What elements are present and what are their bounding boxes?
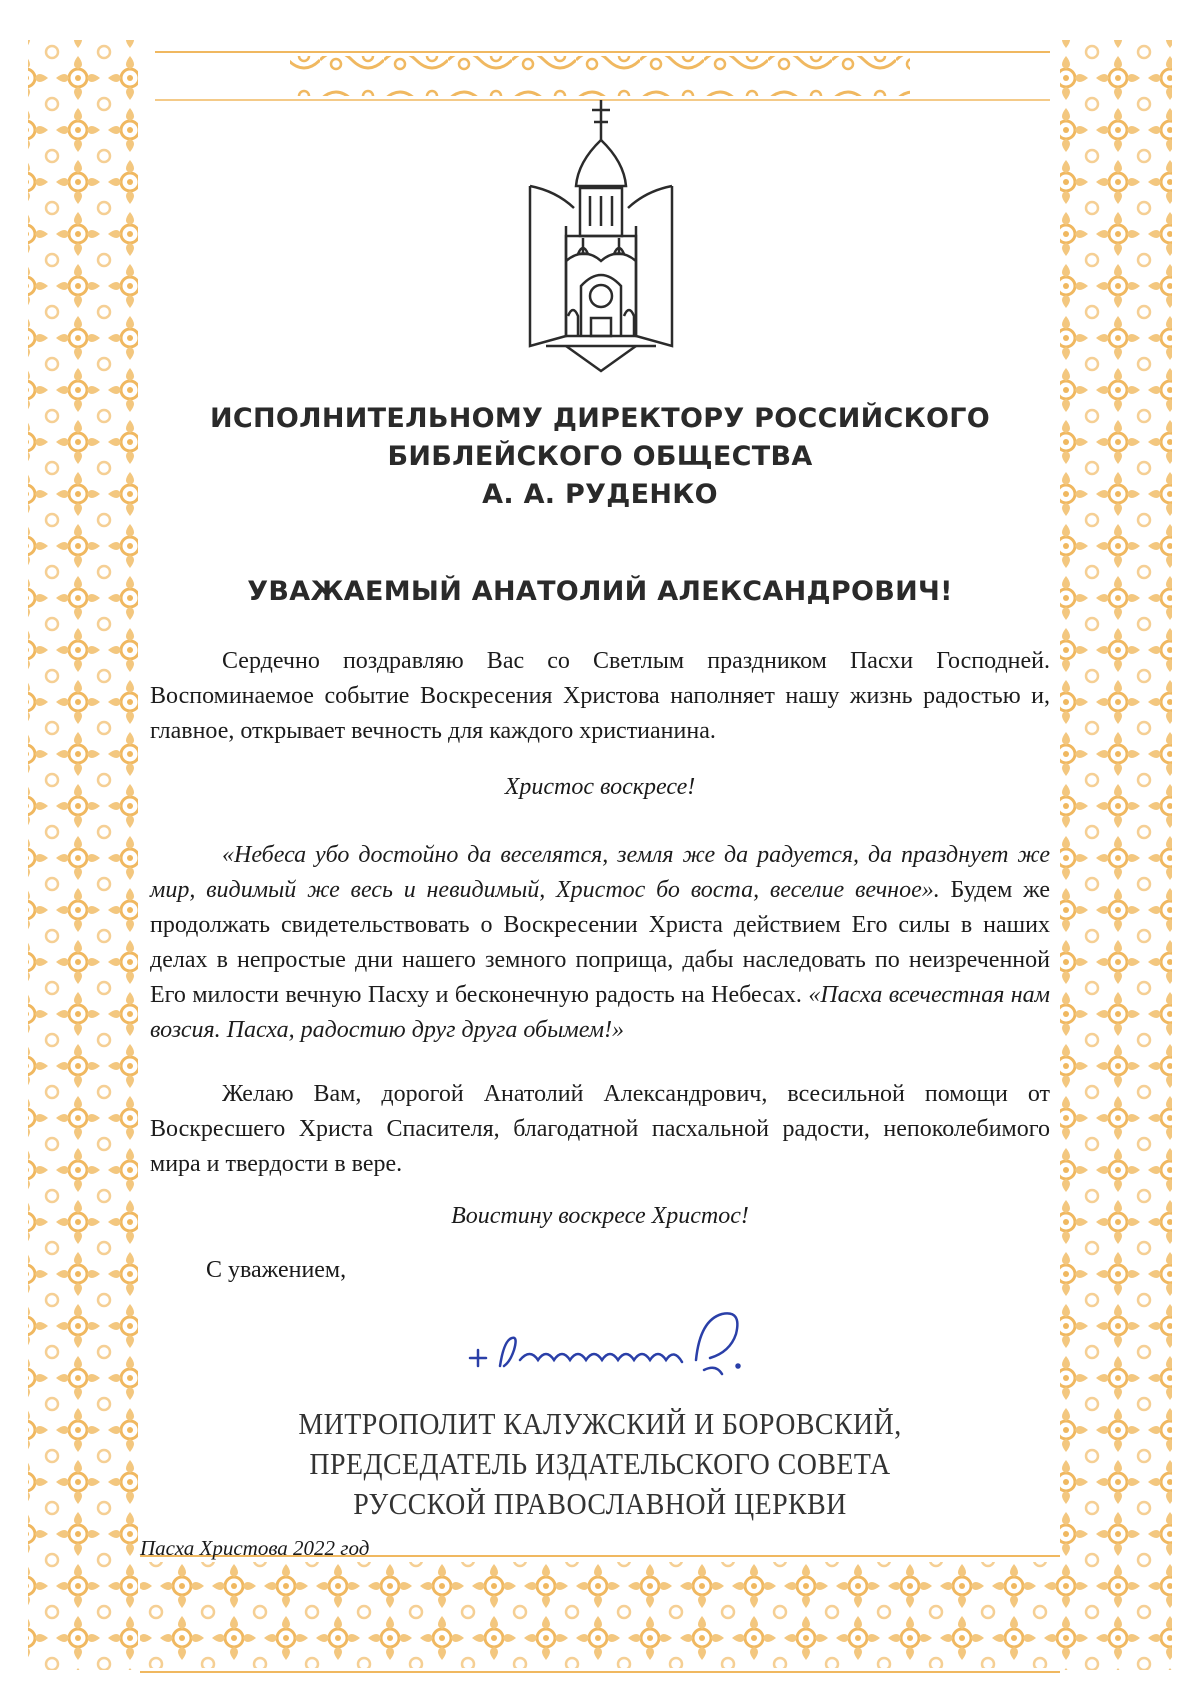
paragraph-2 [150, 838, 1050, 1048]
handwritten-signature [460, 1300, 780, 1390]
greeting-heading: УВАЖАЕМЫЙ АНАТОЛИЙ АЛЕКСАНДРОВИЧ! [247, 576, 953, 607]
sender-line-3: РУССКОЙ ПРАВОСЛАВНОЙ ЦЕРКВИ [353, 1486, 847, 1521]
sender-block [240, 1404, 960, 1524]
date-line: Пасха Христова 2022 год [140, 1536, 370, 1560]
church-book-emblem-icon [526, 96, 676, 376]
paragraph-2-text: Будем же продолжать свидетельствовать о Воскресении Христа действием Его силы в наших делах в непростые дни нашего земного поприща, дабы наследовать по неизреченной Его милости вечную Пасху и бесконечную радость на Небесах. [150, 877, 1051, 1008]
addressee-line-1: ИСПОЛНИТЕЛЬНОМУ ДИРЕКТОРУ РОССИЙСКОГО [209, 403, 991, 434]
sender-line-1: МИТРОПОЛИТ КАЛУЖСКИЙ И БОРОВСКИЙ, [298, 1406, 902, 1441]
addressee-block [160, 400, 1040, 514]
sender-line-2: ПРЕДСЕДАТЕЛЬ ИЗДАТЕЛЬСКОГО СОВЕТА [309, 1446, 891, 1481]
regards-line: С уважением, [206, 1257, 347, 1283]
quote-2: «Пасха всечестная нам возсия. Пасха, радостию друг друга обымем!» [150, 982, 1050, 1043]
addressee-line-3: А. А. РУДЕНКО [482, 479, 718, 510]
addressee-line-2: БИБЛЕЙСКОГО ОБЩЕСТВА [387, 441, 813, 472]
quote-1: «Небеса убо достойно да веселятся, земля же да радуется, да празднует же мир, видимый же весь и невидимый, Христос бо воста, веселие вечное». [150, 842, 1050, 903]
christ-is-risen-line: Христос воскресе! [504, 774, 696, 800]
truly-risen-line: Воистину воскресе Христос! [451, 1203, 749, 1229]
paragraph-1: Сердечно поздравляю Вас со Светлым праздником Пасхи Господней. Воспоминаемое событие Воскресения Христова наполняет нашу жизнь радостью и, главное, открывает вечность для каждого христианина. [150, 648, 1050, 744]
paragraph-3: Желаю Вам, дорогой Анатолий Александрович, всесильной помощи от Воскресшего Христа Спасителя, благодатной пасхальной радости, непоколебимого мира и твердости в вере. [150, 1081, 1050, 1177]
